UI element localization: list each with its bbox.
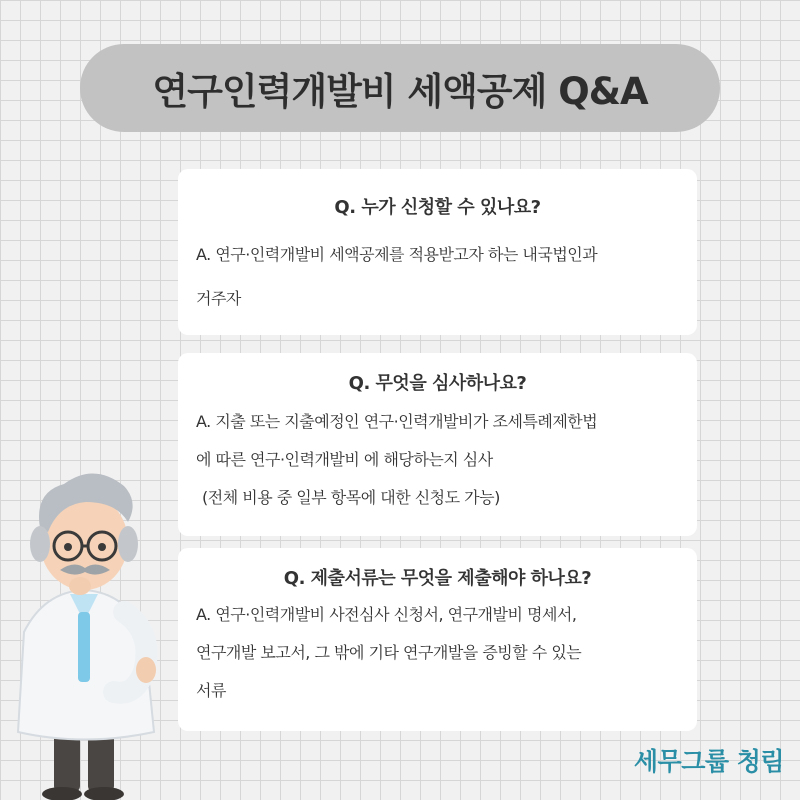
- answer-text: [196, 596, 679, 710]
- answer-line: A. 연구·인력개발비 세액공제를 적용받고자 하는 내국법인과: [196, 245, 598, 264]
- page-title: 연구인력개발비 세액공제 Q&A: [152, 70, 648, 113]
- answer-note: (전체 비용 중 일부 항목에 대한 신청도 가능): [202, 488, 500, 507]
- question-text: Q. 제출서류는 무엇을 제출해야 하나요?: [283, 568, 592, 589]
- answer-line: 연구개발 보고서, 그 밖에 기타 연구개발을 증빙할 수 있는: [196, 643, 582, 662]
- answer-line: A. 연구·인력개발비 사전심사 신청서, 연구개발비 명세서,: [196, 605, 577, 624]
- qa-card-what-is-reviewed: [178, 353, 697, 536]
- brand-name: 세무그룹 청림: [633, 747, 784, 776]
- question-text: Q. 무엇을 심사하나요?: [348, 373, 527, 394]
- answer-line: 에 따른 연구·인력개발비 에 해당하는지 심사: [196, 450, 493, 469]
- answer-line: 거주자: [196, 289, 241, 308]
- answer-line: A. 지출 또는 지출예정인 연구·인력개발비가 조세특례제한법: [196, 412, 598, 431]
- doctor-mascot-illustration: [4, 462, 192, 800]
- qa-card-required-documents: [178, 548, 697, 731]
- question-text: Q. 누가 신청할 수 있나요?: [334, 197, 541, 218]
- answer-text: [196, 403, 679, 517]
- answer-line: 서류: [196, 681, 226, 700]
- answer-text: [196, 233, 679, 321]
- title-banner: [80, 44, 720, 132]
- qa-card-who-can-apply: [178, 169, 697, 335]
